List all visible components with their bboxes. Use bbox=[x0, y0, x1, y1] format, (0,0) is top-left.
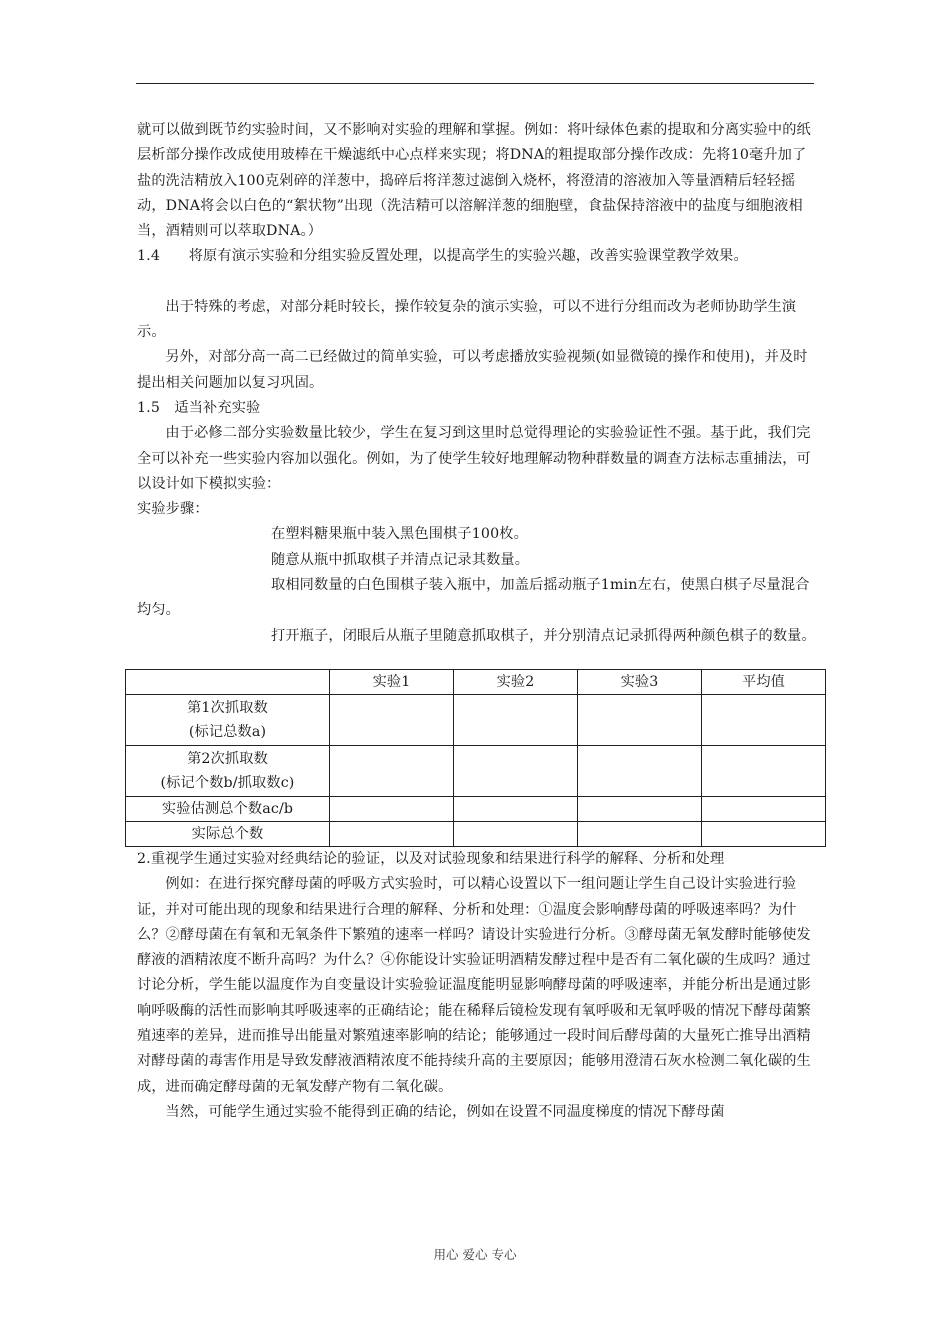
page-content bbox=[137, 118, 817, 1125]
section-heading-1-4: 1.4 将原有演示实验和分组实验反置处理，以提高学生的实验兴趣，改善实验课堂教学效果。 bbox=[137, 248, 748, 265]
row-label: 实验估测总个数ac/b bbox=[126, 796, 330, 821]
step-item: 随意从瓶中抓取棋子并清点记录其数量。 bbox=[271, 551, 530, 568]
paragraph-video: 另外，对部分高一高二已经做过的简单实验，可以考虑播放实验视频(如显微镜的操作和使用)，并及时提出相关问题加以复习巩固。 bbox=[137, 349, 808, 391]
section-heading-2: 2.重视学生通过实验对经典结论的验证，以及对试验现象和结果进行科学的解释、分析和处理 bbox=[137, 850, 725, 867]
table-cell bbox=[578, 796, 702, 821]
step-item: 取相同数量的白色围棋子装入瓶中，加盖后摇动瓶子1min左右，使黑白棋子尽量混合均匀。 bbox=[137, 577, 810, 619]
table-header-cell bbox=[126, 669, 330, 694]
steps-title: 实验步骤： bbox=[137, 501, 209, 518]
table-header-cell: 实验1 bbox=[330, 669, 454, 694]
paragraph-continued: 就可以做到既节约实验时间，又不影响对实验的理解和掌握。例如：将叶绿体色素的提取和分离实验中的纸层析部分操作改成使用玻棒在干燥滤纸中心点样来实现；将DNA的粗提取部分操作改成：先将10毫升加了盐的洗洁精放入100克剁碎的洋葱中，捣碎后将洋葱过滤倒入烧杯，将澄清的溶液加入等量酒精后轻轻摇动，DNA将会以白色的“絮状物”出现（洗洁精可以溶解洋葱的细胞壁，食盐保持溶液中的盐度与细胞液相当，酒精则可以萃取DNA。） bbox=[137, 122, 811, 240]
table-header-cell: 平均值 bbox=[702, 669, 826, 694]
table-cell bbox=[330, 694, 454, 745]
row-label: 第2次抓取数 (标记个数b/抓取数c) bbox=[126, 745, 330, 796]
paragraph-yeast: 例如：在进行探究酵母菌的呼吸方式实验时，可以精心设置以下一组问题让学生自己设计实验进行验证，并对可能出现的现象和结果进行合理的解释、分析和处理：①温度会影响酵母菌的呼吸速率吗？为什么？②酵母菌在有氧和无氧条件下繁殖的速率一样吗？请设计实验进行分析。③酵母菌无氧发酵时能够使发酵液的酒精浓度不断升高吗？为什么？④你能设计实验证明酒精发酵过程中是否有二氧化碳的生成吗？通过讨论分析，学生能以温度作为自变量设计实验验证温度能明显影响酵母菌的呼吸速率，并能分析出是通过影响呼吸酶的活性而影响其呼吸速率的正确结论；能在稀释后镜检发现有氧呼吸和无氧呼吸的情况下酵母菌繁殖速率的差异，进而推导出能量对繁殖速率影响的结论；能够通过一段时间后酵母菌的大量死亡推导出酒精对酵母菌的毒害作用是导致发酵液酒精浓度不能持续升高的主要原因；能够用澄清石灰水检测二氧化碳的生成，进而确定酵母菌的无氧发酵产物有二氧化碳。 bbox=[137, 876, 811, 1095]
table-cell bbox=[330, 796, 454, 821]
table-cell bbox=[330, 745, 454, 796]
paragraph-supplement: 由于必修二部分实验数量比较少，学生在复习到这里时总觉得理论的实验验证性不强。基于此，我们完全可以补充一些实验内容加以强化。例如，为了使学生较好地理解动物种群数量的调查方法标志重捕法，可以设计如下模拟实验： bbox=[137, 425, 811, 492]
row-label: 第1次抓取数 (标记总数a) bbox=[126, 694, 330, 745]
table-header-cell: 实验2 bbox=[454, 669, 578, 694]
table-cell bbox=[578, 745, 702, 796]
table-row bbox=[126, 796, 826, 821]
row-label: 实际总个数 bbox=[126, 821, 330, 846]
table-cell bbox=[454, 694, 578, 745]
table-row bbox=[126, 745, 826, 796]
table-cell bbox=[702, 745, 826, 796]
table-cell bbox=[330, 821, 454, 846]
result-table bbox=[125, 669, 826, 847]
table-cell bbox=[702, 796, 826, 821]
step-item: 打开瓶子，闭眼后从瓶子里随意抓取棋子，并分别清点记录抓得两种颜色棋子的数量。 bbox=[271, 627, 816, 644]
table-header-cell: 实验3 bbox=[578, 669, 702, 694]
header-rule bbox=[136, 83, 814, 84]
page-footer: 用心 爱心 专心 bbox=[433, 1247, 517, 1262]
step-item: 在塑料糖果瓶中装入黑色围棋子100枚。 bbox=[271, 526, 528, 543]
blank-line bbox=[137, 270, 817, 295]
result-table-wrap bbox=[125, 669, 825, 847]
table-header-row bbox=[126, 669, 826, 694]
paragraph-special: 出于特殊的考虑，对部分耗时较长，操作较复杂的演示实验，可以不进行分组而改为老师协助学生演示。 bbox=[137, 298, 797, 341]
table-cell bbox=[702, 821, 826, 846]
table-row bbox=[126, 694, 826, 745]
section-heading-1-5: 1.5 适当补充实验 bbox=[137, 399, 261, 416]
table-cell bbox=[454, 821, 578, 846]
table-cell bbox=[578, 821, 702, 846]
table-cell bbox=[454, 745, 578, 796]
table-row bbox=[126, 821, 826, 846]
paragraph-last: 当然，可能学生通过实验不能得到正确的结论，例如在设置不同温度梯度的情况下酵母菌 bbox=[165, 1103, 725, 1120]
table-cell bbox=[578, 694, 702, 745]
table-cell bbox=[454, 796, 578, 821]
table-cell bbox=[702, 694, 826, 745]
